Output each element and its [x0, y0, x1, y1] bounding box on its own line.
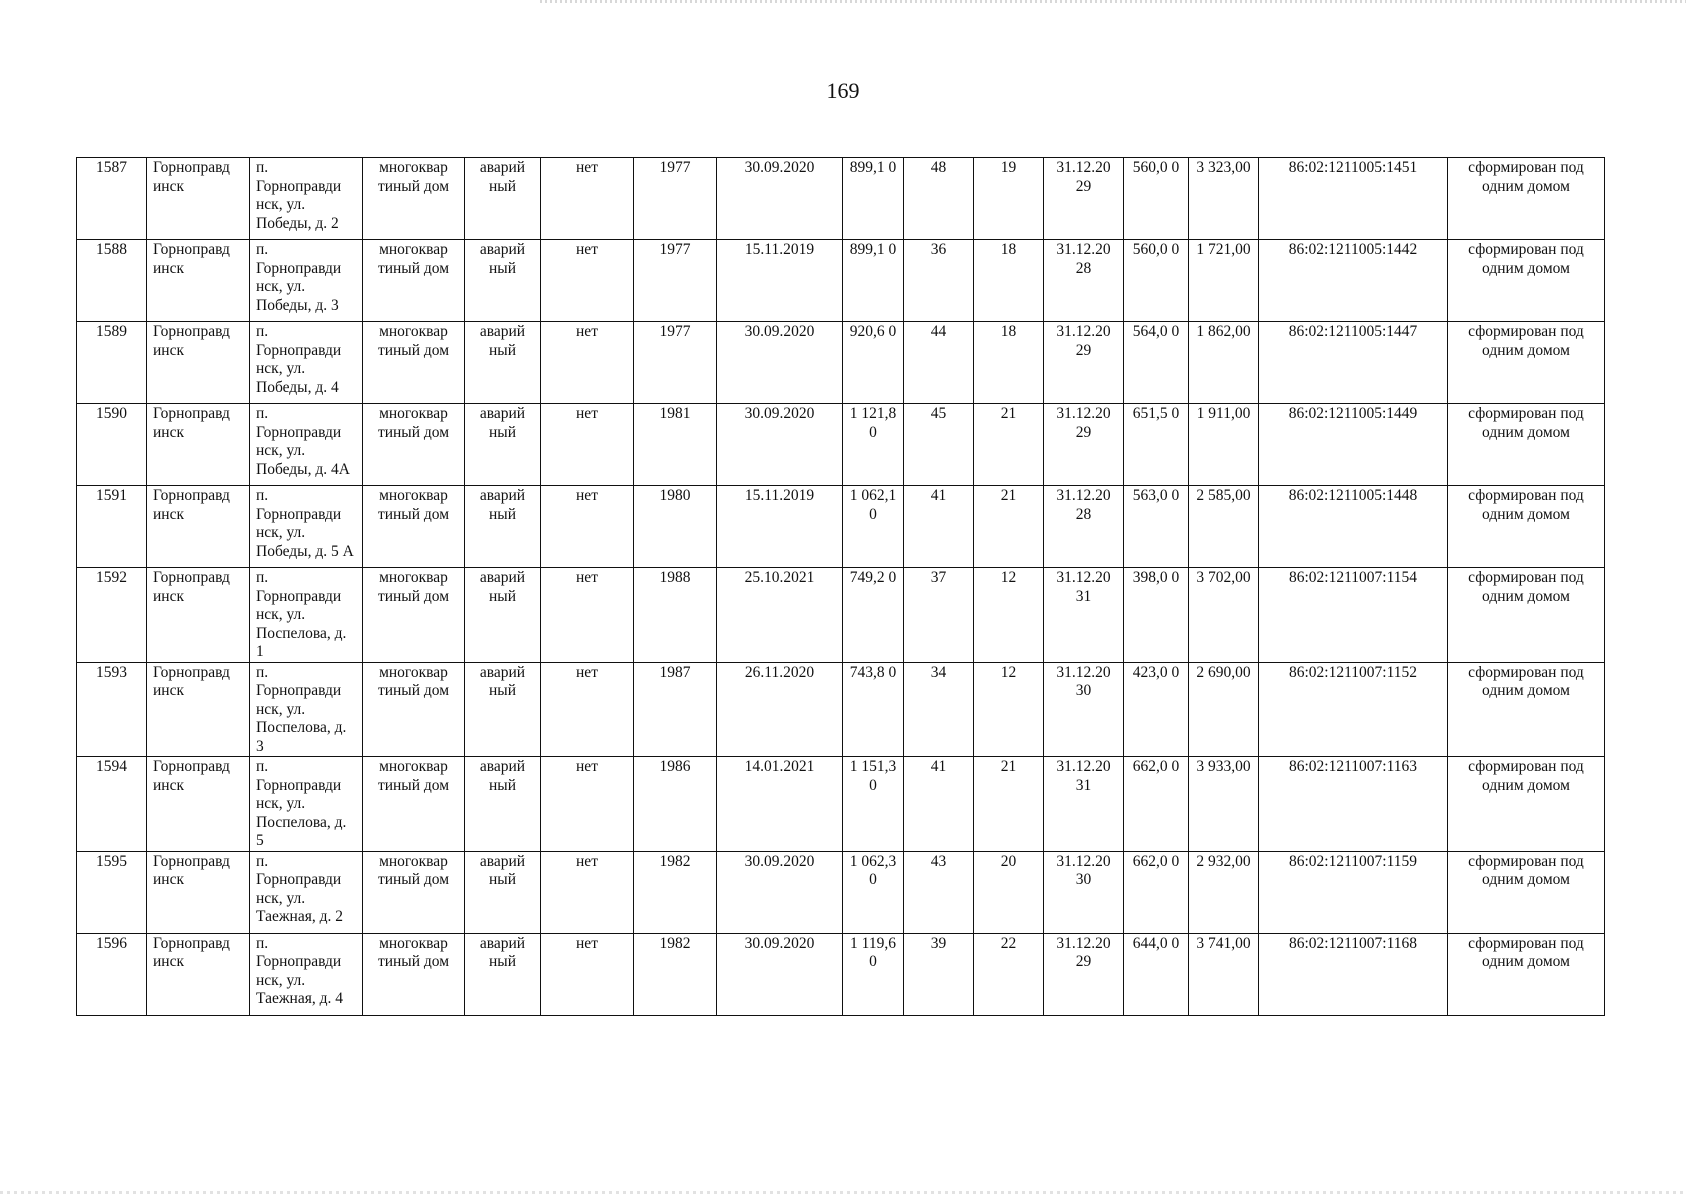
cell-planned-date: 31.12.20 29: [1044, 158, 1124, 240]
cell-land-status: сформирован под одним домом: [1448, 404, 1605, 486]
cell-address: п. Горноправди нск, ул. Поспелова, д. 3: [250, 662, 363, 757]
table-row: [77, 757, 1605, 852]
cell-condition: аварий ный: [465, 486, 541, 568]
cell-land-status: сформирован под одним домом: [1448, 568, 1605, 663]
cell-planned-date: 31.12.20 29: [1044, 933, 1124, 1015]
cell-apartments: 21: [974, 486, 1044, 568]
cell-recognition-date: 30.09.2020: [717, 158, 843, 240]
cell-year: 1981: [634, 404, 717, 486]
cell-condition: аварий ный: [465, 757, 541, 852]
cell-cost: 2 932,00: [1189, 851, 1259, 933]
cell-building-type: многоквар тиный дом: [363, 568, 465, 663]
cell-flag: нет: [541, 240, 634, 322]
cell-apartments: 18: [974, 322, 1044, 404]
cell-number: 1591: [77, 486, 147, 568]
cell-year: 1982: [634, 851, 717, 933]
cell-land-status: сформирован под одним домом: [1448, 933, 1605, 1015]
cell-municipality: Горноправд инск: [147, 158, 250, 240]
cell-planned-date: 31.12.20 29: [1044, 322, 1124, 404]
cell-flag: нет: [541, 322, 634, 404]
cell-number: 1588: [77, 240, 147, 322]
cell-land-status: сформирован под одним домом: [1448, 662, 1605, 757]
cell-apartments: 12: [974, 662, 1044, 757]
cell-apartments: 22: [974, 933, 1044, 1015]
cell-residents: 34: [904, 662, 974, 757]
cell-cost: 2 690,00: [1189, 662, 1259, 757]
cell-condition: аварий ный: [465, 568, 541, 663]
cell-condition: аварий ный: [465, 662, 541, 757]
cell-recognition-date: 15.11.2019: [717, 240, 843, 322]
table-row: [77, 240, 1605, 322]
cell-cost: 3 741,00: [1189, 933, 1259, 1015]
cell-recognition-date: 14.01.2021: [717, 757, 843, 852]
cell-cadastral-number: 86:02:1211005:1447: [1259, 322, 1448, 404]
cell-land-status: сформирован под одним домом: [1448, 486, 1605, 568]
cell-planned-date: 31.12.20 29: [1044, 404, 1124, 486]
cell-land-area: 564,0 0: [1124, 322, 1189, 404]
cell-number: 1595: [77, 851, 147, 933]
cell-condition: аварий ный: [465, 158, 541, 240]
cell-year: 1977: [634, 158, 717, 240]
cell-area: 749,2 0: [843, 568, 904, 663]
cell-number: 1594: [77, 757, 147, 852]
cell-area: 899,1 0: [843, 240, 904, 322]
table-row: [77, 158, 1605, 240]
cell-flag: нет: [541, 851, 634, 933]
cell-residents: 37: [904, 568, 974, 663]
cell-cost: 3 702,00: [1189, 568, 1259, 663]
cell-municipality: Горноправд инск: [147, 240, 250, 322]
cell-cost: 3 323,00: [1189, 158, 1259, 240]
cell-number: 1589: [77, 322, 147, 404]
cell-area: 743,8 0: [843, 662, 904, 757]
cell-municipality: Горноправд инск: [147, 404, 250, 486]
cell-year: 1988: [634, 568, 717, 663]
cell-cost: 2 585,00: [1189, 486, 1259, 568]
cell-cadastral-number: 86:02:1211005:1448: [1259, 486, 1448, 568]
table-row: [77, 933, 1605, 1015]
cell-land-area: 662,0 0: [1124, 757, 1189, 852]
cell-recognition-date: 15.11.2019: [717, 486, 843, 568]
cell-recognition-date: 30.09.2020: [717, 322, 843, 404]
cell-address: п. Горноправди нск, ул. Таежная, д. 2: [250, 851, 363, 933]
cell-land-area: 662,0 0: [1124, 851, 1189, 933]
cell-building-type: многоквар тиный дом: [363, 486, 465, 568]
cell-year: 1982: [634, 933, 717, 1015]
cell-address: п. Горноправди нск, ул. Таежная, д. 4: [250, 933, 363, 1015]
cell-cadastral-number: 86:02:1211005:1442: [1259, 240, 1448, 322]
cell-flag: нет: [541, 158, 634, 240]
cell-residents: 41: [904, 486, 974, 568]
cell-land-status: сформирован под одним домом: [1448, 851, 1605, 933]
cell-year: 1980: [634, 486, 717, 568]
cell-land-area: 560,0 0: [1124, 240, 1189, 322]
cell-recognition-date: 26.11.2020: [717, 662, 843, 757]
cell-address: п. Горноправди нск, ул. Поспелова, д. 1: [250, 568, 363, 663]
table-body: [77, 158, 1605, 1016]
cell-residents: 45: [904, 404, 974, 486]
scan-edge-top: [540, 0, 1686, 3]
cell-number: 1592: [77, 568, 147, 663]
cell-recognition-date: 30.09.2020: [717, 404, 843, 486]
cell-cadastral-number: 86:02:1211005:1451: [1259, 158, 1448, 240]
cell-area: 1 119,6 0: [843, 933, 904, 1015]
scan-edge-bottom: [0, 1191, 1686, 1194]
cell-cadastral-number: 86:02:1211007:1168: [1259, 933, 1448, 1015]
cell-address: п. Горноправди нск, ул. Победы, д. 4: [250, 322, 363, 404]
cell-building-type: многоквар тиный дом: [363, 158, 465, 240]
cell-apartments: 12: [974, 568, 1044, 663]
cell-area: 899,1 0: [843, 158, 904, 240]
cell-number: 1590: [77, 404, 147, 486]
cell-number: 1596: [77, 933, 147, 1015]
cell-land-area: 560,0 0: [1124, 158, 1189, 240]
cell-address: п. Горноправди нск, ул. Победы, д. 3: [250, 240, 363, 322]
table-row: [77, 568, 1605, 663]
cell-residents: 44: [904, 322, 974, 404]
cell-area: 1 121,8 0: [843, 404, 904, 486]
cell-apartments: 19: [974, 158, 1044, 240]
table-row: [77, 486, 1605, 568]
cell-residents: 48: [904, 158, 974, 240]
cell-year: 1986: [634, 757, 717, 852]
cell-flag: нет: [541, 933, 634, 1015]
housing-registry-table: [76, 157, 1605, 1016]
cell-area: 1 062,3 0: [843, 851, 904, 933]
cell-planned-date: 31.12.20 31: [1044, 568, 1124, 663]
table-row: [77, 404, 1605, 486]
cell-condition: аварий ный: [465, 933, 541, 1015]
cell-municipality: Горноправд инск: [147, 486, 250, 568]
cell-land-status: сформирован под одним домом: [1448, 240, 1605, 322]
cell-planned-date: 31.12.20 30: [1044, 662, 1124, 757]
cell-area: 920,6 0: [843, 322, 904, 404]
cell-area: 1 062,1 0: [843, 486, 904, 568]
table-row: [77, 322, 1605, 404]
cell-year: 1977: [634, 240, 717, 322]
cell-address: п. Горноправди нск, ул. Поспелова, д. 5: [250, 757, 363, 852]
cell-number: 1587: [77, 158, 147, 240]
cell-municipality: Горноправд инск: [147, 757, 250, 852]
cell-address: п. Горноправди нск, ул. Победы, д. 5 А: [250, 486, 363, 568]
cell-year: 1977: [634, 322, 717, 404]
cell-land-area: 651,5 0: [1124, 404, 1189, 486]
cell-land-area: 644,0 0: [1124, 933, 1189, 1015]
cell-cadastral-number: 86:02:1211007:1154: [1259, 568, 1448, 663]
cell-year: 1987: [634, 662, 717, 757]
cell-cost: 1 862,00: [1189, 322, 1259, 404]
cell-residents: 36: [904, 240, 974, 322]
cell-cadastral-number: 86:02:1211007:1159: [1259, 851, 1448, 933]
cell-residents: 39: [904, 933, 974, 1015]
cell-planned-date: 31.12.20 28: [1044, 486, 1124, 568]
cell-land-area: 563,0 0: [1124, 486, 1189, 568]
cell-land-status: сформирован под одним домом: [1448, 757, 1605, 852]
cell-flag: нет: [541, 486, 634, 568]
cell-recognition-date: 30.09.2020: [717, 851, 843, 933]
cell-land-area: 398,0 0: [1124, 568, 1189, 663]
cell-number: 1593: [77, 662, 147, 757]
cell-municipality: Горноправд инск: [147, 322, 250, 404]
cell-municipality: Горноправд инск: [147, 933, 250, 1015]
cell-apartments: 18: [974, 240, 1044, 322]
cell-municipality: Горноправд инск: [147, 851, 250, 933]
cell-planned-date: 31.12.20 28: [1044, 240, 1124, 322]
cell-flag: нет: [541, 568, 634, 663]
cell-municipality: Горноправд инск: [147, 662, 250, 757]
cell-residents: 43: [904, 851, 974, 933]
cell-address: п. Горноправди нск, ул. Победы, д. 2: [250, 158, 363, 240]
cell-apartments: 21: [974, 404, 1044, 486]
table-row: [77, 662, 1605, 757]
cell-recognition-date: 25.10.2021: [717, 568, 843, 663]
cell-cost: 1 721,00: [1189, 240, 1259, 322]
cell-building-type: многоквар тиный дом: [363, 851, 465, 933]
cell-flag: нет: [541, 757, 634, 852]
cell-condition: аварий ный: [465, 240, 541, 322]
cell-apartments: 20: [974, 851, 1044, 933]
cell-residents: 41: [904, 757, 974, 852]
cell-flag: нет: [541, 662, 634, 757]
cell-land-area: 423,0 0: [1124, 662, 1189, 757]
cell-planned-date: 31.12.20 30: [1044, 851, 1124, 933]
cell-municipality: Горноправд инск: [147, 568, 250, 663]
cell-area: 1 151,3 0: [843, 757, 904, 852]
cell-building-type: многоквар тиный дом: [363, 933, 465, 1015]
cell-condition: аварий ный: [465, 404, 541, 486]
cell-cost: 3 933,00: [1189, 757, 1259, 852]
cell-building-type: многоквар тиный дом: [363, 757, 465, 852]
cell-cost: 1 911,00: [1189, 404, 1259, 486]
cell-address: п. Горноправди нск, ул. Победы, д. 4А: [250, 404, 363, 486]
cell-cadastral-number: 86:02:1211005:1449: [1259, 404, 1448, 486]
cell-recognition-date: 30.09.2020: [717, 933, 843, 1015]
cell-land-status: сформирован под одним домом: [1448, 158, 1605, 240]
table-row: [77, 851, 1605, 933]
cell-land-status: сформирован под одним домом: [1448, 322, 1605, 404]
cell-cadastral-number: 86:02:1211007:1152: [1259, 662, 1448, 757]
cell-flag: нет: [541, 404, 634, 486]
cell-cadastral-number: 86:02:1211007:1163: [1259, 757, 1448, 852]
cell-condition: аварий ный: [465, 851, 541, 933]
cell-building-type: многоквар тиный дом: [363, 404, 465, 486]
cell-condition: аварий ный: [465, 322, 541, 404]
cell-building-type: многоквар тиный дом: [363, 240, 465, 322]
cell-planned-date: 31.12.20 31: [1044, 757, 1124, 852]
cell-building-type: многоквар тиный дом: [363, 322, 465, 404]
cell-apartments: 21: [974, 757, 1044, 852]
cell-building-type: многоквар тиный дом: [363, 662, 465, 757]
page-number: 169: [826, 78, 860, 103]
